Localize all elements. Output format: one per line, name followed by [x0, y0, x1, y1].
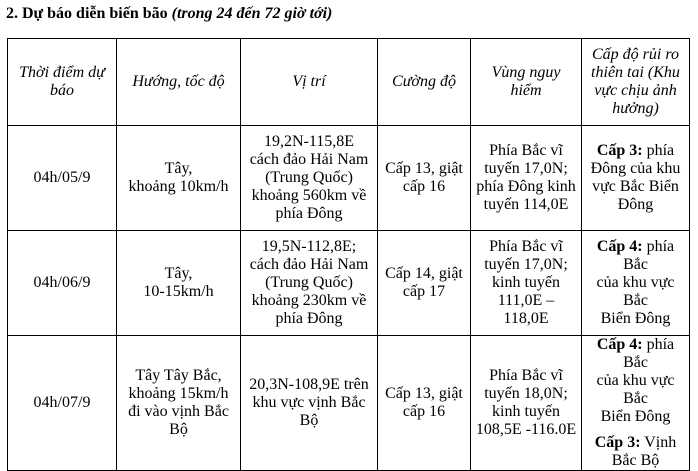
cell-intensity — [378, 231, 471, 336]
risk-level-label: Cấp 3: — [596, 142, 643, 159]
header-line: thiên tai (Khu — [591, 64, 680, 81]
cell-line: phía Đông — [275, 310, 343, 327]
cell-line: Tây, — [164, 160, 193, 177]
cell-line: (Trung Quốc) — [265, 274, 353, 291]
cell-line: kinh tuyến — [492, 403, 560, 420]
cell-line: tuyến 18,0N; — [484, 385, 568, 402]
risk-line: Biển Đông — [600, 408, 671, 425]
risk-block — [586, 238, 685, 328]
risk-line: vực Bắc Biển — [592, 178, 679, 195]
cell-line: Cấp 13, giật — [385, 160, 463, 177]
risk-block — [586, 336, 685, 426]
cell-line: tuyến 114,0E — [483, 196, 569, 213]
cell-line: cấp 17 — [402, 283, 446, 300]
cell-risk-level — [582, 231, 690, 336]
header-risk-level — [582, 39, 690, 126]
risk-line: Đông của khu — [590, 160, 681, 177]
cell-line: 111,0E – — [497, 292, 555, 309]
risk-line: Biển Đông — [600, 310, 671, 327]
cell-line: 04h/07/9 — [33, 394, 91, 411]
header-line: Thời điểm dự — [19, 64, 105, 81]
cell-line: 04h/06/9 — [33, 274, 91, 291]
risk-line: phía Bắc — [623, 238, 675, 273]
cell-line: tuyến 17,0N; — [484, 160, 568, 177]
risk-first-line — [586, 142, 685, 160]
cell-time — [8, 126, 117, 231]
cell-line: tuyến 17,0N; — [484, 256, 568, 273]
cell-line: khu vực vịnh Bắc — [252, 394, 366, 411]
risk-line: phía — [646, 142, 675, 159]
risk-gap — [586, 426, 685, 434]
cell-direction — [117, 336, 241, 471]
risk-line: phía Bắc — [623, 336, 675, 371]
risk-first-line — [586, 238, 685, 274]
risk-line: Bắc Bộ — [611, 452, 660, 469]
cell-line: Cấp 14, giật — [385, 265, 463, 282]
cell-line: cấp 16 — [402, 403, 446, 420]
cell-line: Phía Bắc vĩ — [489, 367, 563, 384]
cell-line: phía Đông kinh — [476, 178, 576, 195]
table-row — [8, 336, 690, 471]
cell-line: đi vào vịnh Bắc — [128, 403, 229, 420]
cell-position — [241, 336, 378, 471]
cell-line: cách đảo Hải Nam — [249, 256, 369, 273]
risk-level-label: Cấp 3: — [594, 434, 641, 451]
cell-line: Phía Bắc vĩ — [489, 238, 563, 255]
header-line: Vị trí — [292, 73, 326, 90]
cell-line: khoảng 230km về — [251, 292, 367, 309]
cell-line: cách đảo Hải Nam — [249, 151, 369, 168]
cell-danger-zone — [471, 126, 582, 231]
header-line: Hướng, tốc độ — [132, 73, 225, 90]
cell-line: kinh tuyến — [492, 274, 560, 291]
cell-danger-zone — [471, 231, 582, 336]
header-danger-zone — [471, 39, 582, 126]
cell-line: 04h/05/9 — [33, 169, 91, 186]
header-intensity — [378, 39, 471, 126]
table-header-row — [8, 39, 690, 126]
cell-line: 19,2N-115,8E — [263, 133, 355, 150]
cell-line: Phía Bắc vĩ — [489, 142, 563, 159]
cell-intensity — [378, 336, 471, 471]
risk-line: của khu vực Bắc — [596, 372, 675, 407]
header-line: hiểm — [510, 82, 542, 99]
header-line: báo — [50, 82, 74, 99]
cell-line: Cấp 13, giật — [385, 385, 463, 402]
cell-line: khoảng 10km/h — [128, 178, 229, 195]
cell-risk-level — [582, 336, 690, 471]
header-position — [241, 39, 378, 126]
header-line: vực chịu ảnh — [594, 82, 677, 99]
section-number-label: 2. Dự báo diễn biến bão — [6, 5, 168, 22]
cell-time — [8, 231, 117, 336]
cell-danger-zone — [471, 336, 582, 471]
risk-line: Đông — [617, 196, 654, 213]
risk-line: của khu vực Bắc — [596, 274, 675, 309]
cell-time — [8, 336, 117, 471]
cell-position — [241, 126, 378, 231]
cell-line: 108,5E -116.0E — [475, 421, 577, 438]
cell-line: Bộ — [169, 421, 188, 438]
section-title — [6, 5, 332, 23]
table-row — [8, 126, 690, 231]
cell-line: khoảng 560km về — [251, 187, 367, 204]
cell-direction — [117, 126, 241, 231]
cell-line: 20,3N-108,9E trên — [249, 376, 369, 393]
cell-line: phía Đông — [275, 205, 343, 222]
cell-line: Tây Tây Bắc, — [135, 367, 222, 384]
cell-line: 10-15km/h — [143, 283, 214, 300]
table-row — [8, 231, 690, 336]
cell-intensity — [378, 126, 471, 231]
cell-direction — [117, 231, 241, 336]
risk-level-label: Cấp 4: — [596, 238, 643, 255]
cell-line: khoảng 15km/h — [128, 385, 229, 402]
cell-line: Bộ — [299, 412, 319, 429]
risk-first-line — [586, 336, 685, 372]
risk-block — [586, 142, 685, 214]
header-direction — [117, 39, 241, 126]
header-line: Cấp độ rủi ro — [592, 46, 679, 63]
cell-position — [241, 231, 378, 336]
header-line: Cường độ — [392, 73, 456, 90]
cell-line: (Trung Quốc) — [265, 169, 353, 186]
cell-line: 118,0E — [503, 310, 549, 327]
risk-line: Vịnh — [644, 434, 677, 451]
risk-first-line — [586, 434, 685, 452]
risk-level-label: Cấp 4: — [596, 336, 643, 353]
header-time — [8, 39, 117, 126]
cell-risk-level — [582, 126, 690, 231]
cell-line: 19,5N-112,8E; — [261, 238, 357, 255]
forecast-table — [7, 38, 690, 471]
header-line: Vùng nguy — [491, 64, 561, 81]
section-range-label: (trong 24 đến 72 giờ tới) — [171, 5, 333, 22]
cell-line: Tây, — [164, 265, 193, 282]
header-line: hưởng) — [612, 100, 659, 117]
cell-line: cấp 16 — [402, 178, 446, 195]
